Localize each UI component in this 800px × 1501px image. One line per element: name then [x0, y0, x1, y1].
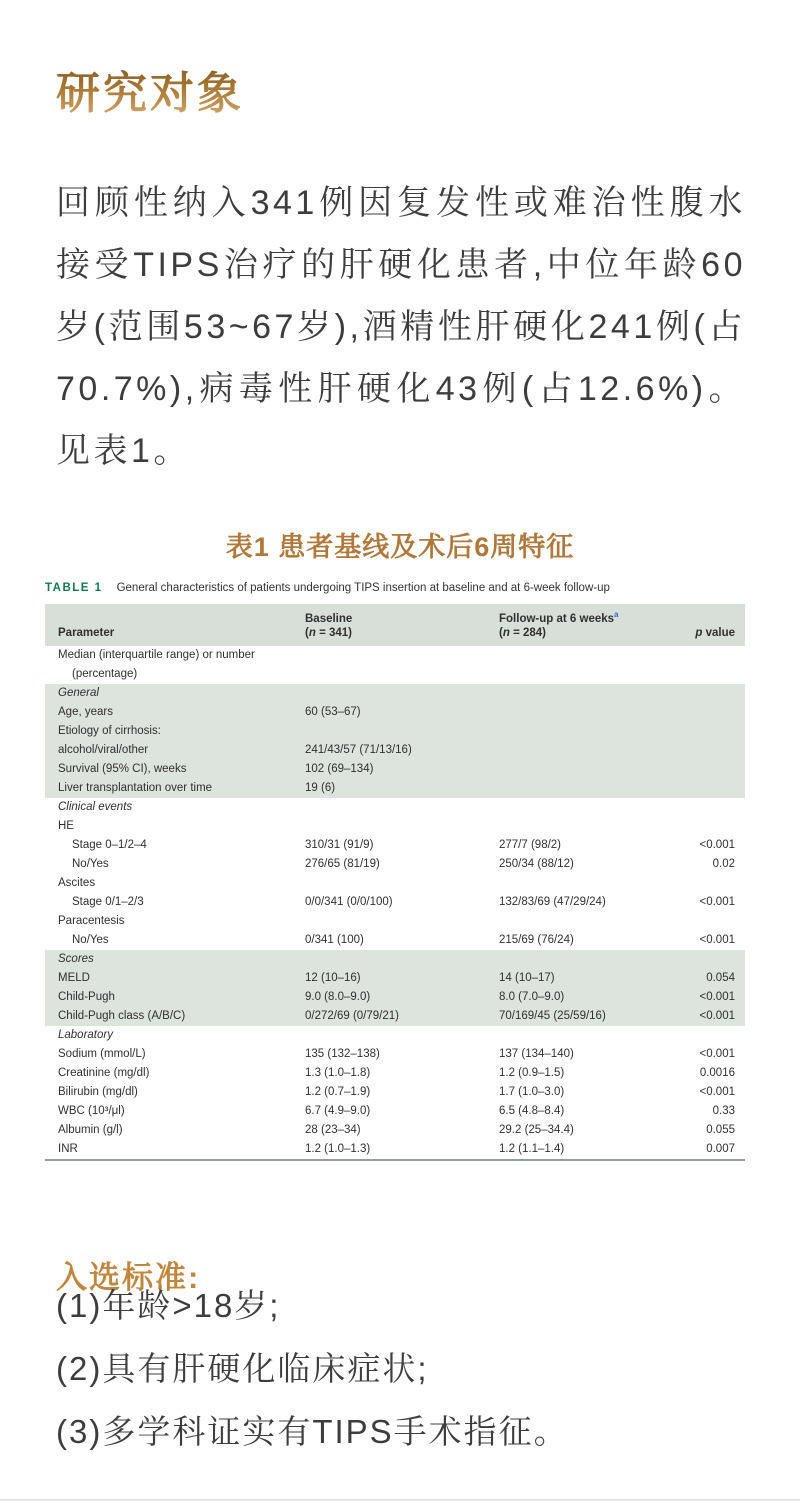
table-row	[45, 931, 745, 950]
baseline-cell: 9.0 (8.0–9.0)	[305, 990, 371, 1003]
pvalue-cell: <0.001	[699, 1085, 735, 1098]
pvalue-cell: 0.0016	[699, 1066, 735, 1079]
followup-cell: 29.2 (25–34.4)	[499, 1123, 574, 1136]
intro-paragraph: 回顾性纳入341例因复发性或难治性腹水接受TIPS治疗的肝硬化患者,中位年龄60岁(范围53~67岁),酒精性肝硬化241例(占70.7%),病毒性肝硬化43例(占12.6%)。见表1。	[56, 184, 746, 470]
baseline-cell: 60 (53–67)	[305, 705, 361, 718]
parameter-cell: No/Yes	[72, 933, 109, 946]
parameter-cell: Liver transplantation over time	[58, 781, 213, 794]
pvalue-cell: <0.001	[699, 895, 735, 908]
baseline-cell: 276/65 (81/19)	[305, 857, 380, 870]
baseline-cell: 0/272/69 (0/79/21)	[305, 1009, 399, 1022]
followup-cell: 14 (10–17)	[499, 971, 555, 984]
pvalue-cell: <0.001	[699, 1047, 735, 1060]
criteria-item: (1)年龄>18岁;	[56, 1287, 281, 1324]
pvalue-cell: 0.33	[712, 1104, 735, 1117]
parameter-cell: Creatinine (mg/dl)	[58, 1066, 150, 1079]
parameter-cell: Bilirubin (mg/dl)	[58, 1085, 138, 1098]
parameter-cell: Stage 0/1–2/3	[72, 895, 144, 908]
table-row	[45, 855, 745, 874]
parameter-cell: General	[58, 686, 99, 699]
baseline-cell: 1.2 (1.0–1.3)	[305, 1142, 371, 1155]
table-row	[45, 969, 745, 988]
baseline-cell: 1.3 (1.0–1.8)	[305, 1066, 371, 1079]
followup-cell: 8.0 (7.0–9.0)	[499, 990, 565, 1003]
baseline-cell: 0/0/341 (0/0/100)	[305, 895, 393, 908]
table-row	[45, 1140, 745, 1159]
parameter-cell: Scores	[58, 952, 94, 965]
table-row	[45, 760, 745, 779]
parameter-cell: INR	[58, 1142, 78, 1155]
table-row	[45, 893, 745, 912]
table-row	[45, 817, 745, 836]
table-row	[45, 1007, 745, 1026]
table-row	[45, 741, 745, 760]
parameter-cell: Median (interquartile range) or number (percentage)	[45, 646, 305, 684]
table-row	[45, 1121, 745, 1140]
followup-cell: 6.5 (4.8–8.4)	[499, 1104, 565, 1117]
column-header-pvalue: p value	[695, 626, 735, 639]
pvalue-cell: <0.001	[699, 838, 735, 851]
footnote-superscript: a	[614, 610, 619, 619]
pvalue-cell: <0.001	[699, 1009, 735, 1022]
baseline-cell: 19 (6)	[305, 781, 336, 794]
table-body	[45, 646, 745, 1159]
pvalue-cell: 0.007	[706, 1142, 735, 1155]
table-row	[45, 912, 745, 931]
column-header-followup: Follow-up at 6 weeks$^a$ (n = 284)	[499, 610, 619, 639]
table-row	[45, 722, 745, 741]
followup-cell: 277/7 (98/2)	[499, 838, 562, 851]
followup-cell: 250/34 (88/12)	[499, 857, 574, 870]
table1	[45, 604, 745, 1161]
table1-figure	[45, 580, 745, 1161]
parameter-cell: Age, years	[58, 705, 113, 718]
parameter-cell: Stage 0–1/2–4	[72, 838, 147, 851]
parameter-cell: No/Yes	[72, 857, 109, 870]
parameter-cell: Child-Pugh	[58, 990, 115, 1003]
parameter-cell: WBC (10³/μl)	[58, 1104, 125, 1117]
table-title: General characteristics of patients undergoing TIPS insertion at baseline and at 6-week follow-up	[116, 582, 610, 594]
parameter-cell: Laboratory	[58, 1028, 113, 1041]
followup-cell: 1.2 (1.1–1.4)	[499, 1142, 565, 1155]
table-row	[45, 1083, 745, 1102]
baseline-cell: 102 (69–134)	[305, 762, 374, 775]
parameter-cell: Albumin (g/l)	[58, 1123, 123, 1136]
section-title: 研究对象	[56, 57, 244, 121]
table-caption-cn: 表1 患者基线及术后6周特征	[225, 532, 575, 563]
table-row	[45, 646, 745, 684]
baseline-cell: 12 (10–16)	[305, 971, 361, 984]
parameter-cell: Child-Pugh class (A/B/C)	[58, 1009, 186, 1022]
table-row	[45, 779, 745, 798]
table-row	[45, 1045, 745, 1064]
table-row	[45, 950, 745, 969]
parameter-cell: Paracentesis	[58, 914, 125, 927]
baseline-cell: 135 (132–138)	[305, 1047, 380, 1060]
table-row	[45, 684, 745, 703]
parameter-cell: alcohol/viral/other	[58, 743, 149, 756]
table-caption-en	[45, 580, 745, 596]
followup-cell: 137 (134–140)	[499, 1047, 574, 1060]
table-row	[45, 988, 745, 1007]
parameter-cell: MELD	[58, 971, 90, 984]
parameter-cell: Etiology of cirrhosis:	[58, 724, 161, 737]
table-row	[45, 703, 745, 722]
parameter-cell: Ascites	[58, 876, 96, 889]
criteria-list	[56, 1286, 760, 1475]
parameter-cell: Clinical events	[58, 800, 133, 813]
criteria-item: (3)多学科证实有TIPS手术指征。	[56, 1413, 569, 1450]
criteria-item: (2)具有肝硬化临床症状;	[56, 1350, 429, 1387]
followup-cell: 1.7 (1.0–3.0)	[499, 1085, 565, 1098]
baseline-cell: 241/43/57 (71/13/16)	[305, 743, 412, 756]
pvalue-cell: 0.054	[706, 971, 735, 984]
pvalue-cell: 0.055	[706, 1123, 735, 1136]
pvalue-cell: 0.02	[712, 857, 735, 870]
followup-cell: 132/83/69 (47/29/24)	[499, 895, 606, 908]
table-row	[45, 874, 745, 893]
table-row	[45, 1026, 745, 1045]
parameter-cell: HE	[58, 819, 74, 832]
pvalue-cell: <0.001	[699, 990, 735, 1003]
table-header-row	[45, 604, 745, 646]
baseline-cell: 0/341 (100)	[305, 933, 364, 946]
followup-cell: 70/169/45 (25/59/16)	[499, 1009, 606, 1022]
table-row	[45, 1102, 745, 1121]
followup-cell: 215/69 (76/24)	[499, 933, 574, 946]
column-header-parameter: Parameter	[58, 626, 115, 639]
table-row	[45, 1064, 745, 1083]
pvalue-cell: <0.001	[699, 933, 735, 946]
parameter-cell-line2: (percentage)	[72, 667, 138, 680]
column-header-baseline: Baseline (n = 341)	[305, 612, 353, 639]
followup-cell: 1.2 (0.9–1.5)	[499, 1066, 565, 1079]
baseline-cell: 310/31 (91/9)	[305, 838, 374, 851]
baseline-cell: 1.2 (0.7–1.9)	[305, 1085, 371, 1098]
table-label: TABLE 1	[45, 582, 103, 594]
table-row	[45, 798, 745, 817]
parameter-cell: Survival (95% CI), weeks	[58, 762, 187, 775]
criteria-title: 入选标准:	[56, 1259, 201, 1295]
baseline-cell: 6.7 (4.9–9.0)	[305, 1104, 371, 1117]
table-row	[45, 836, 745, 855]
baseline-cell: 28 (23–34)	[305, 1123, 361, 1136]
parameter-cell: Sodium (mmol/L)	[58, 1047, 146, 1060]
